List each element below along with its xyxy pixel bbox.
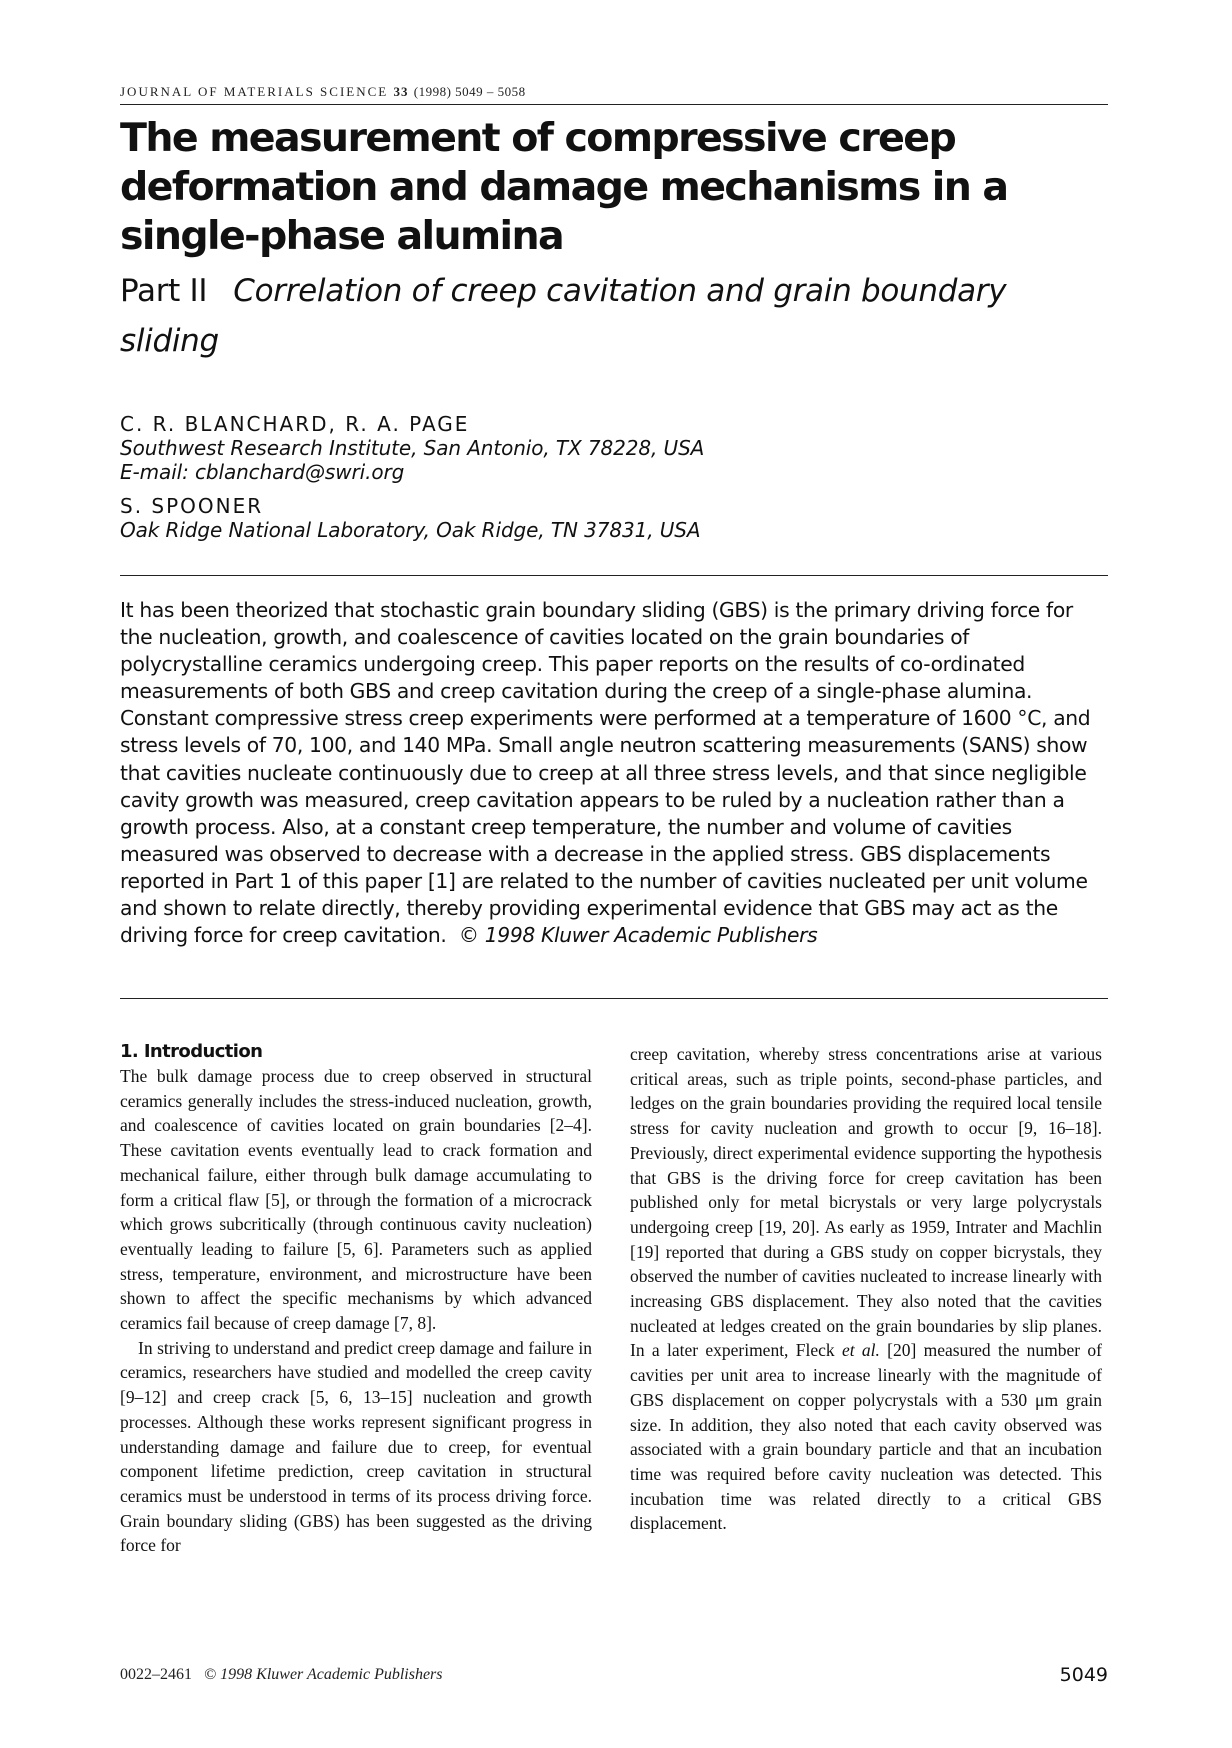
section-heading: 1. Introduction — [120, 1041, 263, 1062]
header-rule — [120, 104, 1108, 105]
paper-title: The measurement of compressive creep deformation and damage mechanisms in a single-phase alumina — [120, 115, 1008, 259]
journal-year-pages: (1998) 5049 – 5058 — [413, 84, 526, 99]
footer-copyright: © 1998 Kluwer Academic Publishers — [204, 1666, 443, 1683]
body-paragraph: In striving to understand and predict creep damage and failure in ceramics, researchers have studied and modelled the creep cavity [9–12] and creep crack [5, 6, 13–15] nucleation and growth processes. Although these works represent significant progress in understanding damage and failure due to creep, for eventual component lifetime prediction, creep cavitation in structural ceramics must be understood in terms of its process driving force. Grain boundary sliding (GBS) has been suggested as the driving force for — [120, 1337, 592, 1556]
body-paragraph: The bulk damage process due to creep observed in structural ceramics generally includes the stress-induced nucleation, growth, and coalescence of cavities located on grain boundaries [2–4]. These cavitation events eventually lead to crack formation and mechanical failure, either through bulk damage accumulating to form a critical flaw [5], or through the formation of a microcrack which grows subcritically (through continuous cavity nucleation) eventually leading to failure [5, 6]. Parameters such as applied stress, temperature, environment, and microstructure have been shown to affect the specific mechanisms by which advanced ceramics fail because of creep damage [7, 8]. — [120, 1066, 592, 1334]
abstract — [120, 597, 1108, 949]
abstract-copyright: © 1998 Kluwer Academic Publishers — [458, 923, 818, 948]
subtitle-text: Correlation of creep cavitation and grain boundary sliding — [120, 273, 1007, 359]
abstract-bottom-rule — [120, 998, 1108, 999]
body-text: [20] measured the number of cavities per unit area to increase linearly with the magnitude of GBS displacement on copper polycrystals with a 530 μm grain size. In addition, they also noted that each cavity observed was associated with a grain boundary particle and that an incubation time was required before cavity nucleation was detected. This incubation time was related directly to a critical GBS displacement. — [630, 1340, 1103, 1534]
body-text: creep cavitation, whereby stress concentrations arise at various critical areas, such as triple points, second-phase particles, and ledges on the grain boundaries providing the required local tensile stress for cavity nucleation and growth to occur [9, 16–18]. Previously, direct experimental evidence supporting the hypothesis that GBS is the driving force for creep cavitation has been published only for metal bicrystals or very large polycrystals undergoing creep [19, 20]. As early as 1959, Intrater and Machlin [19] reported that during a GBS study on copper bicrystals, they observed the number of cavities nucleated to increase linearly with increasing GBS displacement. They also noted that the cavities nucleated at ledges created on the grain boundaries by slip planes. In a later experiment, Fleck — [630, 1044, 1102, 1361]
abstract-text: It has been theorized that stochastic grain boundary sliding (GBS) is the primary driving force for the nucleation, growth, and coalescence of cavities located on the grain boundaries of polycrystalline ceramics undergoing creep. This paper reports on the results of co-ordinated measurements of both GBS and creep cavitation during the creep of a single-phase alumina. Constant compressive stress creep experiments were performed at a temperature of 1600 °C, and stress levels of 70, 100, and 140 MPa. Small angle neutron scattering measurements (SANS) show that cavities nucleate continuously due to creep at all three stress levels, and that since negligible cavity growth was measured, creep cavitation appears to be ruled by a nucleation rather than a growth process. Also, at a constant creep temperature, the number and volume of cavities measured was observed to decrease with a decrease in the applied stress. GBS displacements reported in Part 1 of this paper [1] are related to the number of cavities nucleated per unit volume and shown to relate directly, thereby providing experimental evidence that GBS may act as the driving force for creep cavitation. — [120, 598, 1091, 948]
author-affiliation: Southwest Research Institute, San Antonio, TX 78228, USA — [120, 436, 705, 460]
author-names: S. SPOONER — [120, 494, 264, 518]
footer-issn — [120, 1666, 443, 1684]
author-group-1 — [120, 412, 1108, 484]
abstract-top-rule — [120, 575, 1108, 576]
author-names: C. R. BLANCHARD, R. A. PAGE — [120, 412, 470, 436]
journal-volume: 33 — [393, 84, 409, 99]
et-al: et al. — [841, 1340, 880, 1361]
journal-name: JOURNAL OF MATERIALS SCIENCE — [120, 84, 389, 99]
issn: 0022–2461 — [120, 1666, 192, 1683]
part-label: Part II — [120, 273, 208, 309]
body-paragraph — [630, 1042, 1102, 1536]
page-number: 5049 — [1059, 1664, 1108, 1686]
right-column — [630, 1042, 1102, 1536]
left-column — [120, 1040, 592, 1558]
paper-subtitle — [120, 266, 1108, 366]
author-block — [120, 412, 1108, 542]
running-head — [120, 84, 1108, 100]
author-affiliation: Oak Ridge National Laboratory, Oak Ridge, TN 37831, USA — [120, 518, 701, 542]
author-email: E-mail: cblanchard@swri.org — [120, 460, 405, 484]
author-group-2 — [120, 494, 1108, 542]
